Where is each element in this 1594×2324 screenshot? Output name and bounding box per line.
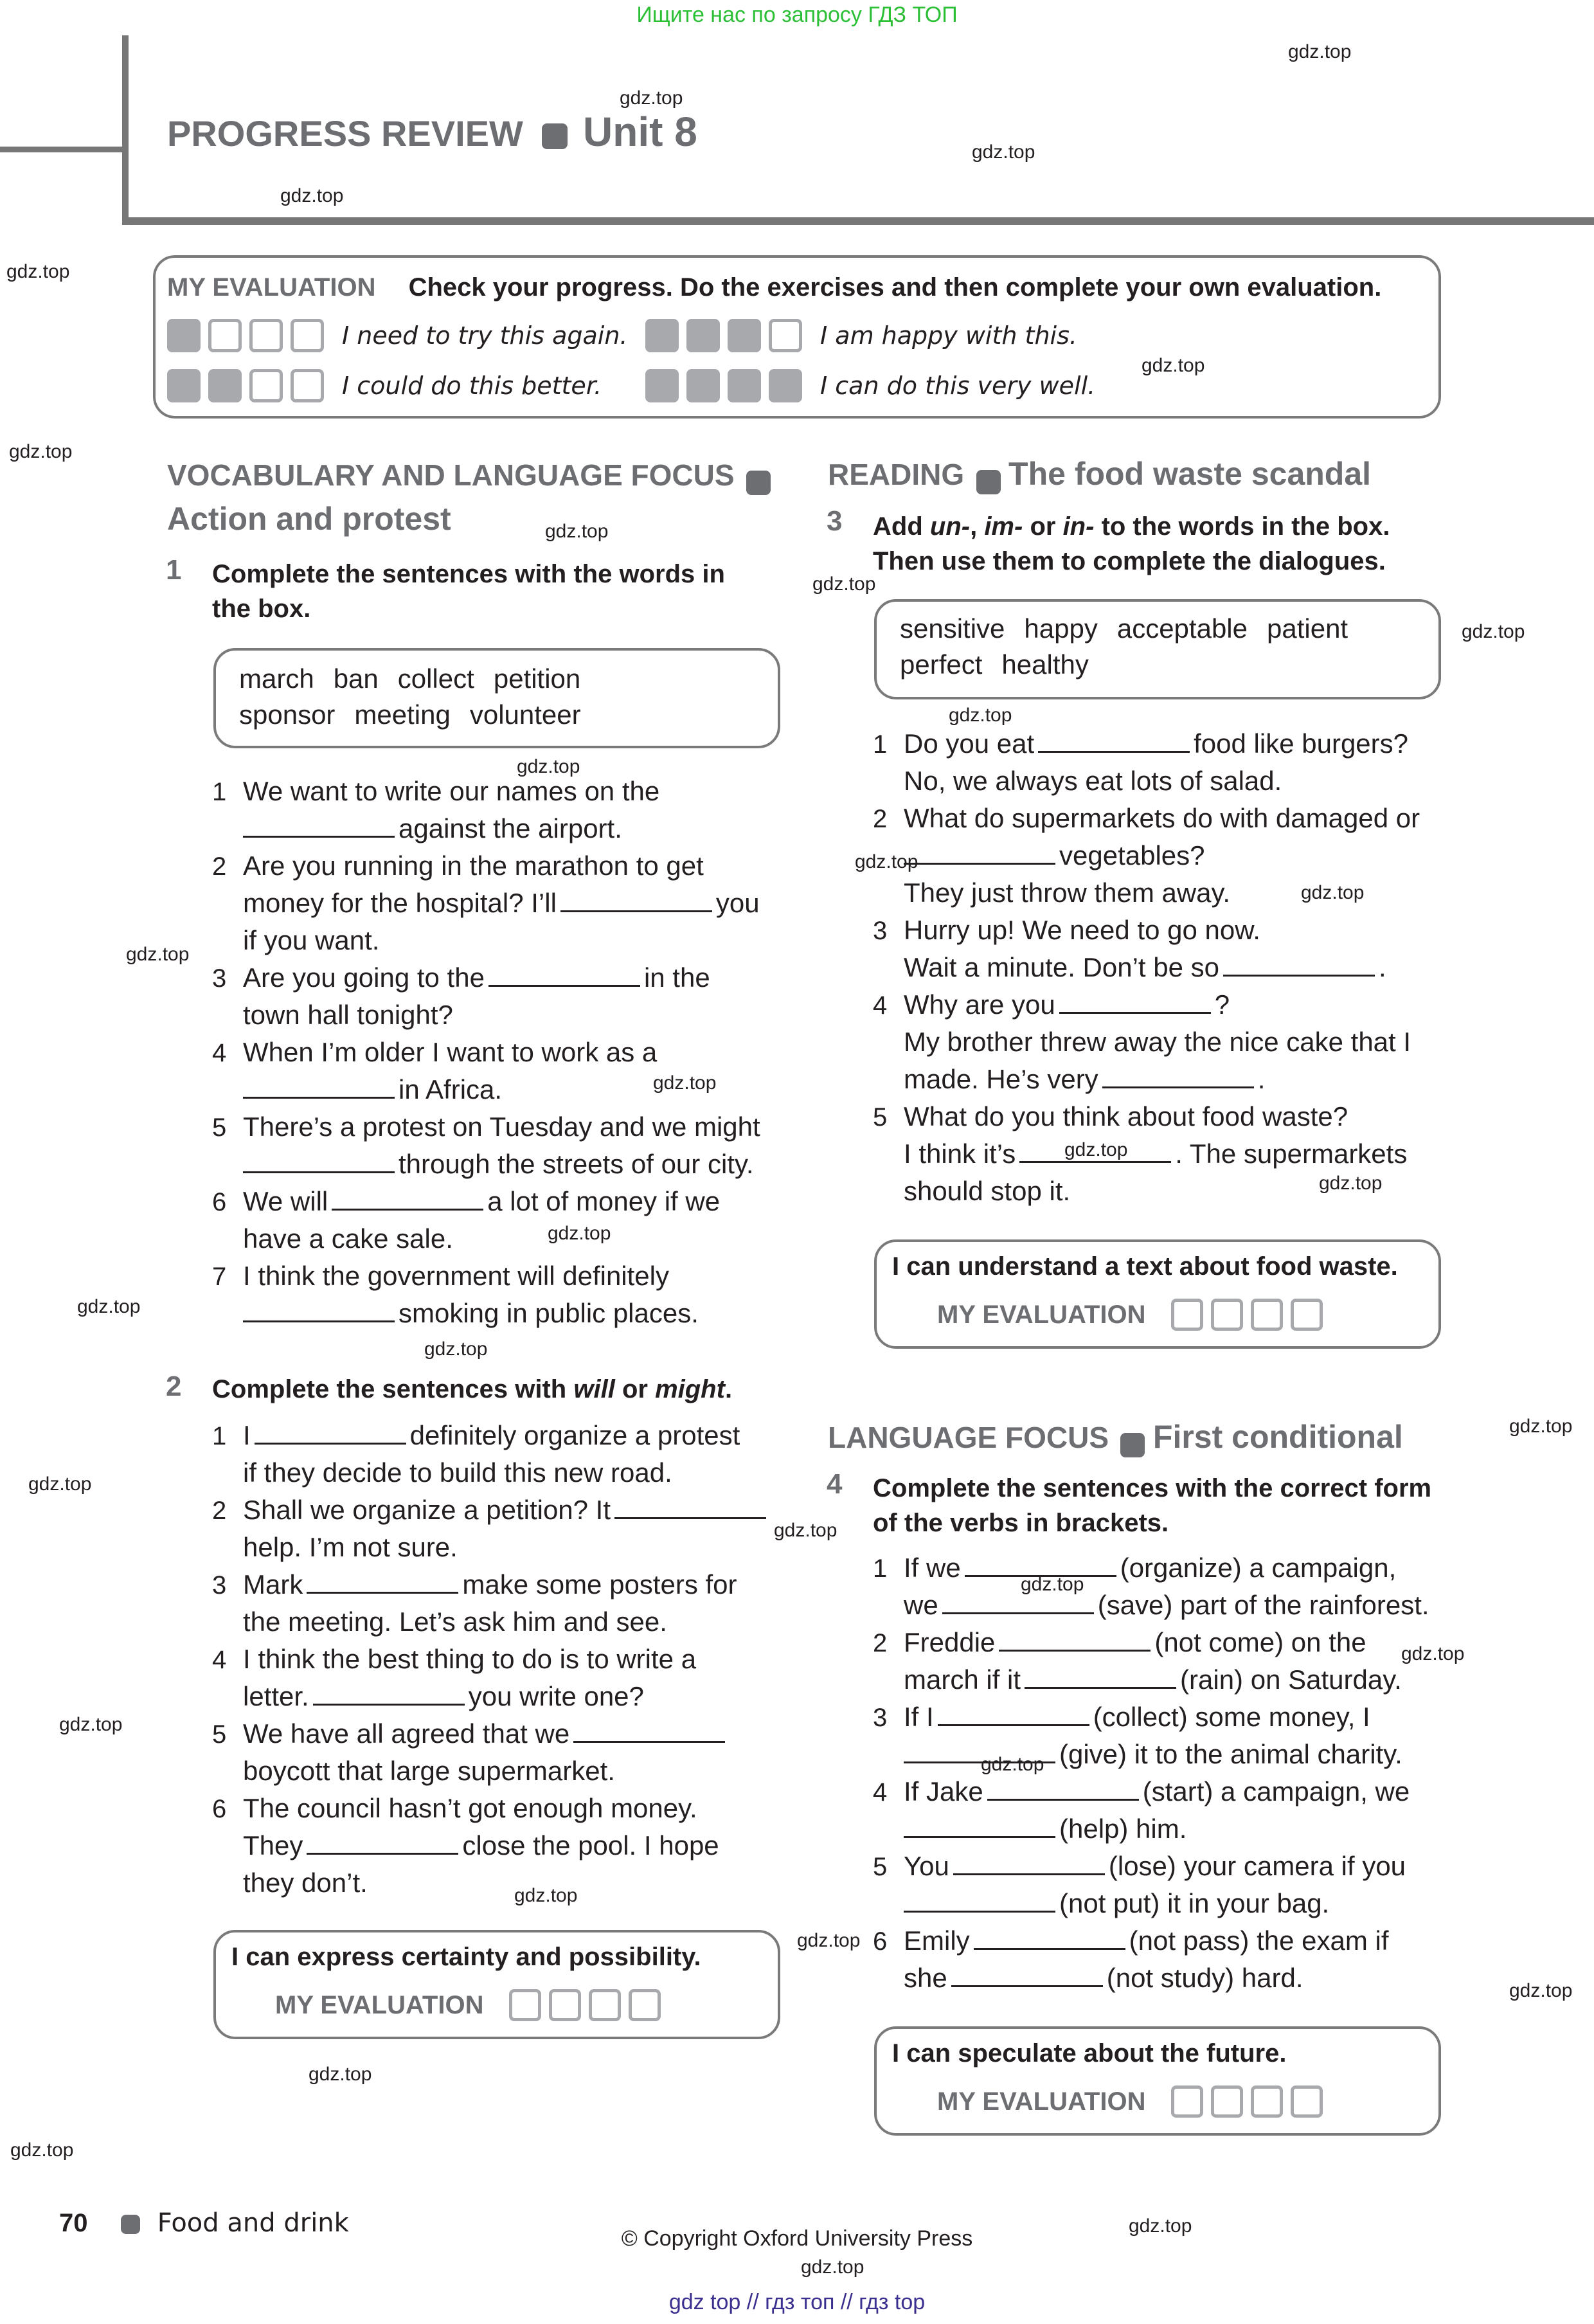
watermark: gdz.top [9,441,73,462]
ex4-item-4-cont: (help) him. [904,1810,1187,1848]
ex3-item-5: 5 What do you think about food waste? [873,1101,1348,1131]
ex2-item-3-cont: the meeting. Let’s ask him and see. [243,1607,667,1637]
answer-blank[interactable] [573,1720,725,1743]
vocab-section-title [167,458,771,495]
self-eval-checkboxes[interactable] [1171,1299,1323,1331]
answer-blank[interactable] [938,1703,1089,1726]
watermark: gdz.top [1301,882,1365,903]
evaluation-key-3 [645,319,1077,352]
ex1-item-2-cont2: if you want. [243,925,380,955]
footer-links[interactable]: gdz top // гдз топ // гдз top [668,2290,926,2314]
watermark: gdz.top [855,851,918,872]
ex3-item-5-cont: I think it’s . The supermarkets [904,1139,1408,1169]
watermark: gdz.top [1129,2215,1192,2237]
square-bullet-icon [1120,1433,1145,1457]
watermark: gdz.top [126,944,190,965]
answer-blank[interactable] [243,1076,395,1099]
exercise-1-word-box [213,648,780,748]
language-section-title: LANGUAGE FOCUS First conditional [828,1418,1403,1457]
ex1-item-6-cont: have a cake sale. [243,1223,453,1254]
exercise-4-number: 4 [827,1468,843,1500]
ex3-item-2-cont: vegetables? [904,837,1205,874]
evaluation-boxes-level-2 [167,369,324,402]
exercise-2-instruction: Complete the sentences with will or might. [212,1375,733,1403]
watermark: gdz.top [812,573,876,595]
page-title-text: PROGRESS REVIEW [167,113,523,154]
watermark: gdz.top [653,1072,717,1094]
ex4-item-3: 3 If I (collect) some money, I [873,1702,1370,1732]
watermark: gdz.top [949,705,1012,726]
ex4-item-3-cont: (give) it to the animal charity. [904,1736,1402,1773]
answer-blank[interactable] [1059,991,1211,1014]
ex4-item-5: 5 You (lose) your camera if you [873,1851,1406,1881]
evaluation-label: MY EVALUATION [167,273,376,302]
ex1-item-3: 3 Are you going to the in the [212,962,710,993]
watermark: gdz.top [545,521,609,542]
ex4-item-5-cont: (not put) it in your bag. [904,1885,1329,1922]
ex1-item-7-cont: smoking in public places. [243,1295,699,1332]
my-evaluation-row: MY EVALUATION [937,2085,1341,2118]
ex1-item-2: 2 Are you running in the marathon to get [212,851,704,881]
ex2-item-2: 2 Shall we organize a petition? It [212,1491,770,1529]
square-bullet-icon [542,123,568,149]
ex3-item-4-cont: My brother threw away the nice cake that I [904,1027,1411,1057]
watermark: gdz.top [774,1520,837,1541]
ex4-item-6-cont: she (not study) hard. [904,1963,1303,1993]
evaluation-boxes-level-3 [645,319,802,352]
self-eval-checkboxes[interactable] [1171,2085,1323,2118]
exercise-3-instruction: Add un-, im- or in- to the words in the box. Then use them to complete the dialogues. [873,512,1390,575]
reading-section-title: READING The food waste scandal [828,455,1371,494]
ex1-item-1: 1 We want to write our names on the [212,776,660,806]
answer-blank[interactable] [904,1815,1055,1838]
ex2-item-6: 6 The council hasn’t got enough money. [212,1793,697,1823]
evaluation-key-text: I could do this better. [342,372,602,400]
watermark: gdz.top [548,1223,611,1244]
watermark: gdz.top [801,2256,864,2278]
vocab-title: VOCABULARY AND LANGUAGE FOCUS [167,458,735,492]
answer-blank[interactable] [243,1150,395,1173]
ex2-item-6-cont2: they don’t. [243,1868,368,1898]
answer-blank[interactable] [307,1571,458,1594]
ex3-item-2: 2 What do supermarkets do with damaged or [873,803,1420,833]
watermark: gdz.top [424,1338,488,1360]
exercise-3-number: 3 [827,505,843,537]
evaluation-instruction: Check your progress. Do the exercises and then complete your own evaluation. [408,273,1382,302]
header-frame-bottom [122,217,1594,225]
ex2-item-3: 3 Mark make some posters for [212,1569,737,1599]
exercise-1-instruction: Complete the sentences with the words in the box. [212,560,725,623]
answer-blank[interactable] [313,1682,465,1706]
evaluation-key-4 [645,369,1095,402]
can-do-statement: I can speculate about the future. [892,2039,1287,2067]
word-box-row-2: sponsor meeting volunteer [239,699,581,730]
unit-label: Unit 8 [583,109,697,155]
answer-blank[interactable] [243,815,395,838]
ex4-item-2-cont: march if it (rain) on Saturday. [904,1664,1402,1695]
evaluation-boxes-level-4 [645,369,802,402]
answer-blank[interactable] [904,1889,1055,1913]
answer-blank[interactable] [1102,1065,1254,1088]
watermark: gdz.top [280,185,344,206]
word-box-row-1: sensitive happy acceptable patient [900,613,1348,644]
ex3-item-4: 4 Why are you ? [873,989,1230,1020]
watermark: gdz.top [77,1296,141,1317]
ex2-item-6-cont: They close the pool. I hope [243,1830,719,1860]
ex2-item-1: 1 I definitely organize a protest [212,1420,740,1450]
exercise-3-word-box [874,599,1441,699]
ex3-item-1: 1 Do you eat food like burgers? [873,728,1409,759]
watermark: gdz.top [59,1714,123,1735]
ex2-item-2-cont: help. I’m not sure. [243,1532,458,1562]
ex4-item-4: 4 If Jake (start) a campaign, we [873,1776,1410,1806]
copyright: © Copyright Oxford University Press [621,2226,973,2251]
ex2-item-5-cont: boycott that large supermarket. [243,1756,615,1786]
watermark: gdz.top [10,2139,74,2161]
ex3-item-5-cont2: should stop it. [904,1176,1071,1206]
ex2-item-1-cont: if they decide to build this new road. [243,1457,672,1488]
my-evaluation-row: MY EVALUATION [275,1989,679,2021]
ex1-item-5-cont: through the streets of our city. [243,1146,754,1183]
square-bullet-icon [746,471,771,495]
page-number: 70 [59,2209,88,2237]
evaluation-key-1 [167,319,627,352]
ex1-item-3-cont: town hall tonight? [243,1000,453,1030]
ex2-item-5: 5 We have all agreed that we [212,1715,729,1753]
answer-blank[interactable] [974,1927,1125,1950]
watermark: gdz.top [797,1930,861,1951]
ex1-item-7: 7 I think the government will definitely [212,1261,669,1291]
watermark: gdz.top [972,141,1035,163]
watermark: gdz.top [28,1473,92,1495]
unit-topic: Food and drink [157,2208,349,2238]
watermark: gdz.top [1288,41,1352,62]
watermark: gdz.top [514,1885,578,1906]
watermark: gdz.top [1319,1173,1383,1194]
answer-blank[interactable] [1025,1666,1176,1689]
exercise-1-number: 1 [166,554,182,586]
ex3-item-1-cont: No, we always eat lots of salad. [904,766,1282,796]
exercise-2-number: 2 [166,1371,182,1402]
watermark: gdz.top [1021,1574,1084,1595]
answer-blank[interactable] [953,1852,1105,1875]
watermark: gdz.top [1142,355,1205,376]
watermark: gdz.top [1509,1980,1573,2001]
watermark: gdz.top [1509,1416,1573,1437]
ex2-item-4-cont: letter. you write one? [243,1681,644,1711]
ex4-item-6: 6 Emily (not pass) the exam if [873,1925,1389,1956]
answer-blank[interactable] [488,964,640,987]
answer-blank[interactable] [332,1187,483,1211]
answer-blank[interactable] [904,842,1055,865]
watermark: gdz.top [517,756,580,777]
word-box-row-2: perfect healthy [900,649,1089,680]
ex3-item-3-cont: Wait a minute. Don’t be so . [904,952,1386,982]
ex1-item-1-cont: against the airport. [243,810,622,847]
answer-blank[interactable] [255,1421,406,1445]
word-box-row-1: march ban collect petition [239,663,581,694]
ex4-item-1-cont: we (save) part of the rainforest. [904,1590,1429,1620]
ex1-item-4: 4 When I’m older I want to work as a [212,1037,658,1067]
answer-blank[interactable] [614,1496,766,1519]
evaluation-key-text: I am happy with this. [820,321,1077,350]
evaluation-header [167,273,1381,302]
can-do-box-future [874,2026,1441,2136]
ex4-item-1: 1 If we (organize) a campaign, [873,1553,1397,1583]
watermark: gdz.top [620,87,683,109]
answer-blank[interactable] [999,1628,1151,1652]
watermark: gdz.top [1064,1139,1128,1160]
answer-blank[interactable] [560,889,712,912]
answer-blank[interactable] [307,1832,458,1855]
answer-blank[interactable] [987,1778,1139,1801]
my-evaluation-row: MY EVALUATION [937,1299,1341,1331]
ex1-item-4-cont: in Africa. [243,1071,502,1108]
ex2-item-4: 4 I think the best thing to do is to write a [212,1644,697,1674]
answer-blank[interactable] [243,1299,395,1322]
page-title [167,108,697,156]
watermark: gdz.top [981,1754,1044,1775]
ex3-item-2-cont2: They just throw them away. [904,878,1231,908]
ex4-item-2: 2 Freddie (not come) on the [873,1627,1366,1657]
evaluation-boxes-level-1 [167,319,324,352]
exercise-4-instruction: Complete the sentences with the correct form of the verbs in brackets. [873,1474,1432,1537]
watermark: gdz.top [1462,621,1525,642]
watermark: gdz.top [6,261,70,282]
ex1-item-2-cont: money for the hospital? I’ll you [243,888,760,918]
answer-blank[interactable] [1223,953,1375,977]
answer-blank[interactable] [1038,730,1190,753]
vocab-subtitle: Action and protest [167,501,451,537]
evaluation-key-text: I need to try this again. [342,321,628,350]
watermark: gdz.top [1401,1643,1465,1664]
can-do-statement: I can express certainty and possibility. [231,1943,701,1971]
self-eval-checkboxes[interactable] [509,1989,661,2021]
ex3-item-3: 3 Hurry up! We need to go now. [873,915,1260,945]
ex3-item-4-cont2: made. He’s very . [904,1064,1266,1094]
evaluation-key-text: I can do this very well. [820,372,1096,400]
watermark: gdz.top [309,2064,372,2085]
square-bullet-icon [976,470,1001,494]
ex1-item-6: 6 We will a lot of money if we [212,1186,721,1216]
answer-blank[interactable] [951,1964,1103,1987]
evaluation-key-2 [167,369,602,402]
top-banner[interactable]: Ищите нас по запросу ГДЗ ТОП [636,3,958,27]
can-do-box-food-waste [874,1239,1441,1349]
can-do-box-certainty [213,1930,780,2039]
header-frame-left-line [0,147,127,152]
header-frame-vertical [122,35,129,225]
ex1-item-5: 5 There’s a protest on Tuesday and we might [212,1112,760,1142]
can-do-statement: I can understand a text about food waste. [892,1252,1398,1281]
